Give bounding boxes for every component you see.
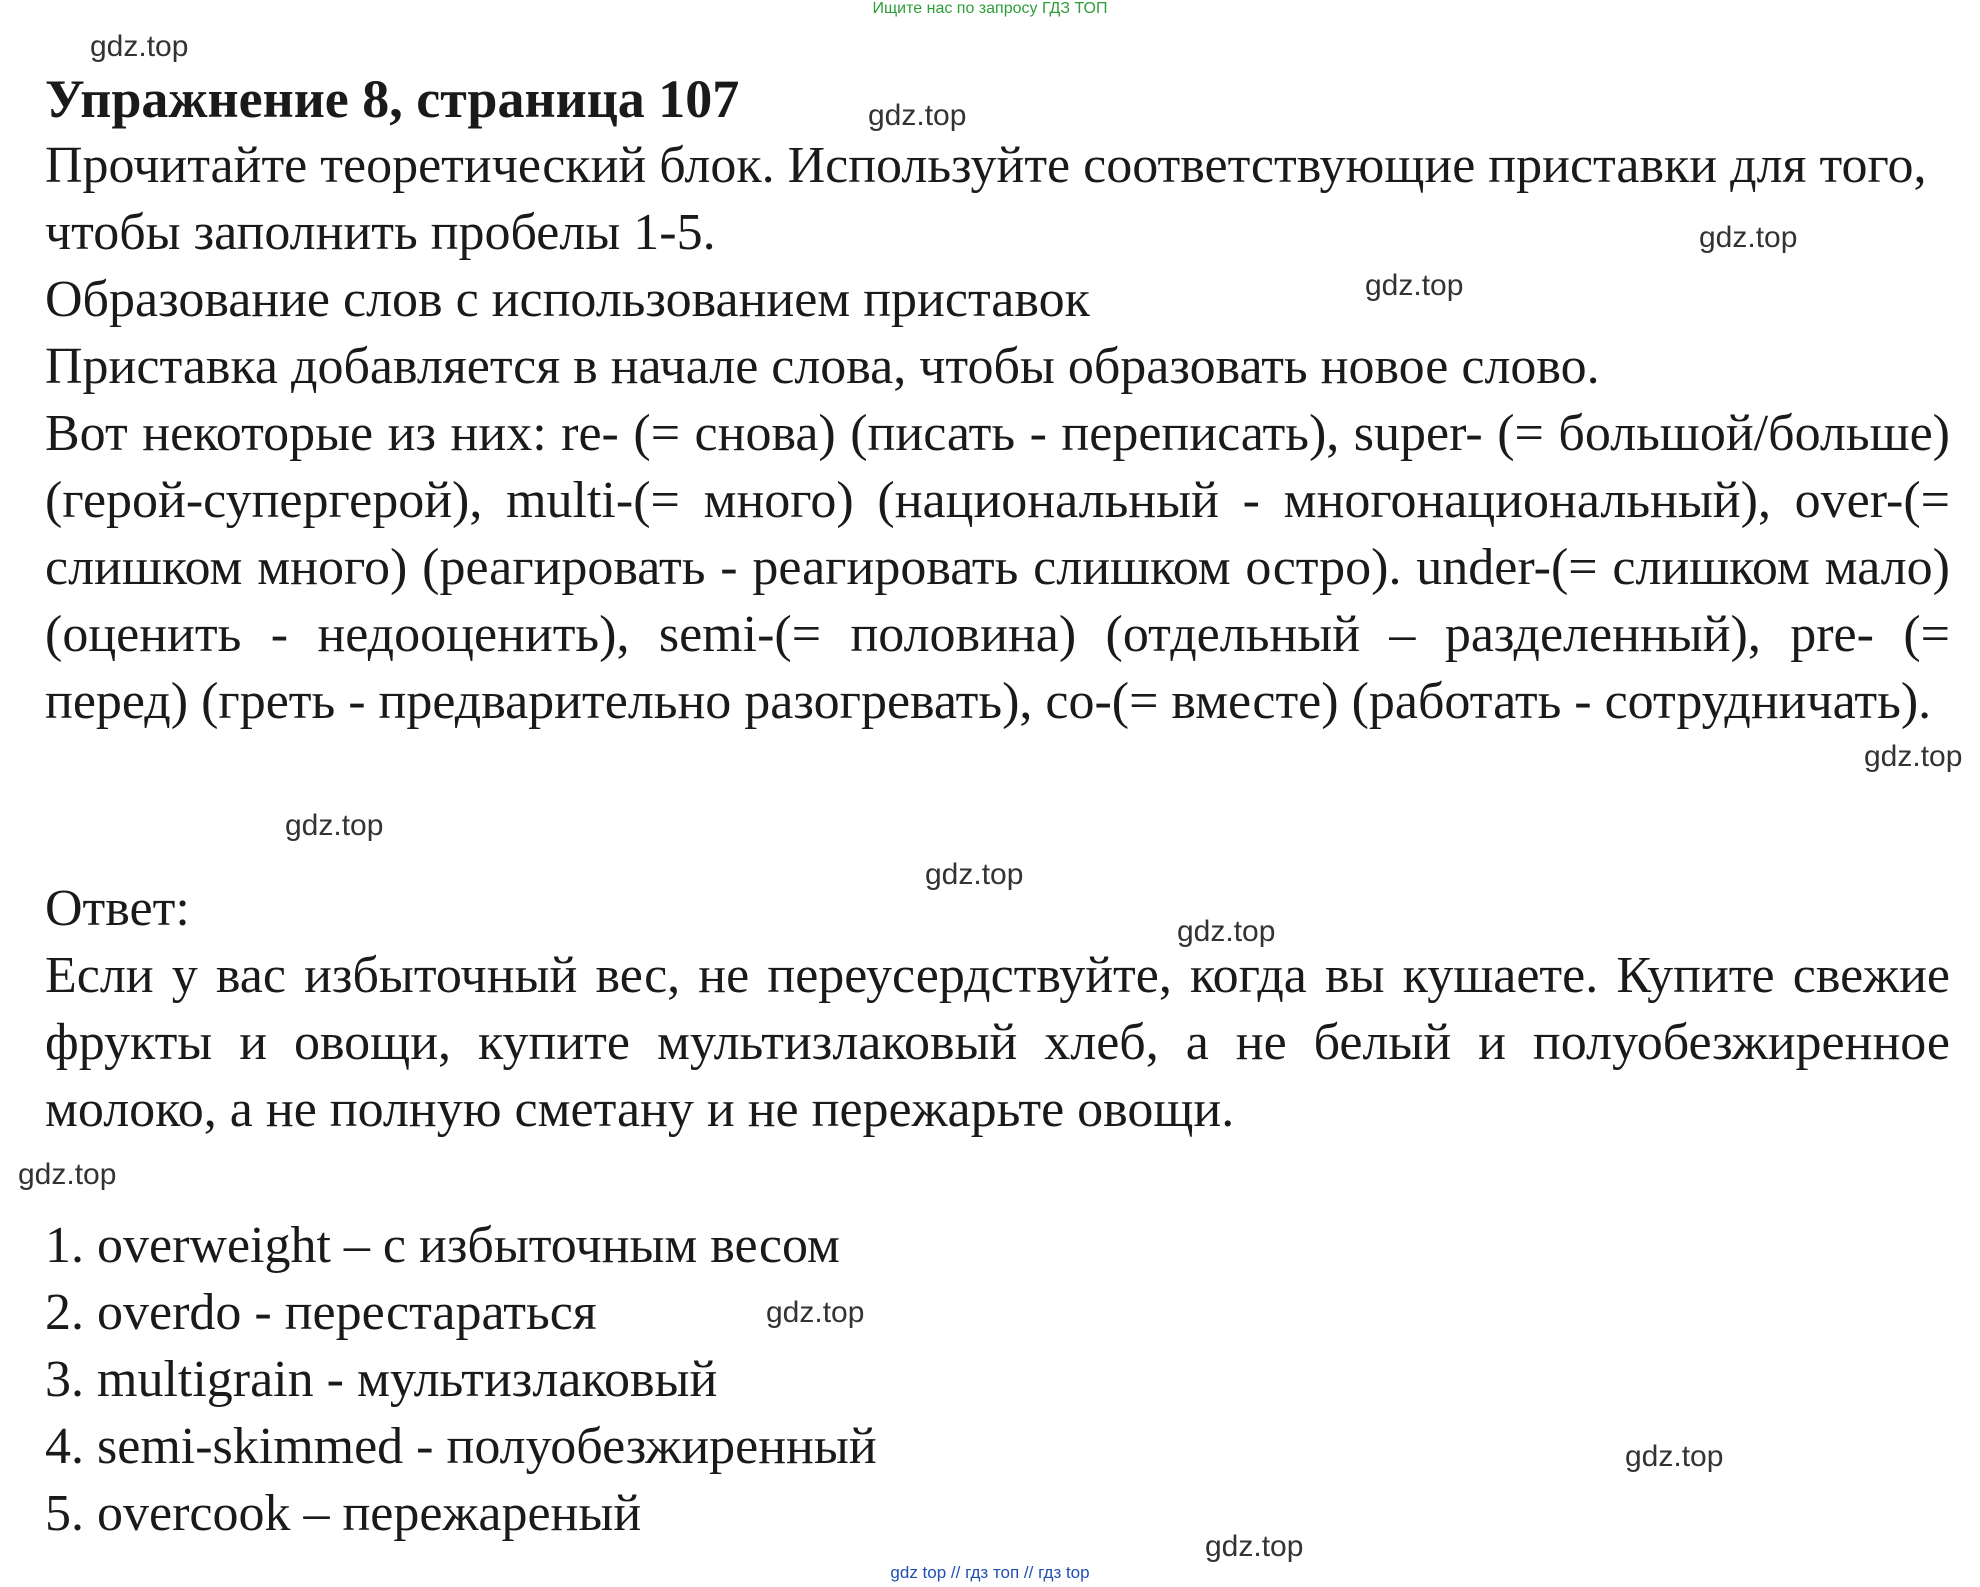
watermark: gdz.top	[18, 1158, 117, 1191]
answer-label: Ответ:	[45, 880, 190, 937]
word-item-3: 3. multigrain - мультизлаковый	[45, 1351, 718, 1408]
watermark: gdz.top	[1625, 1440, 1724, 1473]
watermark: gdz.top	[1205, 1530, 1304, 1563]
theory-intro: Приставка добавляется в начале слова, чтобы образовать новое слово.	[45, 338, 1600, 395]
task-block	[45, 132, 1950, 735]
watermark: gdz.top	[868, 99, 967, 132]
instruction-text: Прочитайте теоретический блок. Используйте соответствующие приставки для того, чтобы заполнить пробелы 1-5.	[45, 137, 1927, 261]
watermark: gdz.top	[90, 30, 189, 63]
answer-block	[45, 875, 1950, 1143]
word-item-1: 1. overweight – с избыточным весом	[45, 1217, 840, 1274]
watermark: gdz.top	[1177, 915, 1276, 948]
word-item-2: 2. overdo - перестараться	[45, 1284, 597, 1341]
answer-text: Если у вас избыточный вес, не переусердствуйте, когда вы кушаете. Купите свежие фрукты и овощи, купите мультизлаковый хлеб, а не белый и полуобезжиренное молоко, а не полную сметану и не пережарьте овощи.	[45, 947, 1950, 1138]
word-item-4: 4. semi-skimmed - полуобезжиренный	[45, 1418, 877, 1475]
watermark: gdz.top	[1699, 221, 1798, 254]
exercise-title: Упражнение 8, страница 107	[45, 69, 740, 129]
theory-heading: Образование слов с использованием приставок	[45, 271, 1090, 328]
theory-examples: Вот некоторые из них: re- (= снова) (писать - переписать), super- (= большой/больше) (герой-супергерой), multi-(= много) (национальный - многонациональный), over-(= слишком много) (реагировать - реагировать слишком остро). under-(= слишком мало) (оценить - недооценить), semi-(= половина) (отдельный – разделенный), pre- (= перед) (греть - предварительно разогревать), co-(= вместе) (работать - сотрудничать).	[45, 405, 1951, 730]
footer-links[interactable]: gdz top // гдз топ // гдз top	[890, 1563, 1090, 1582]
word-list	[45, 1212, 877, 1547]
watermark: gdz.top	[1365, 269, 1464, 302]
word-item-5: 5. overcook – пережареный	[45, 1485, 642, 1542]
top-banner[interactable]: Ищите нас по запросу ГДЗ ТОП	[872, 0, 1108, 17]
watermark: gdz.top	[1864, 740, 1963, 773]
watermark: gdz.top	[925, 858, 1024, 891]
watermark: gdz.top	[766, 1296, 865, 1329]
watermark: gdz.top	[285, 809, 384, 842]
